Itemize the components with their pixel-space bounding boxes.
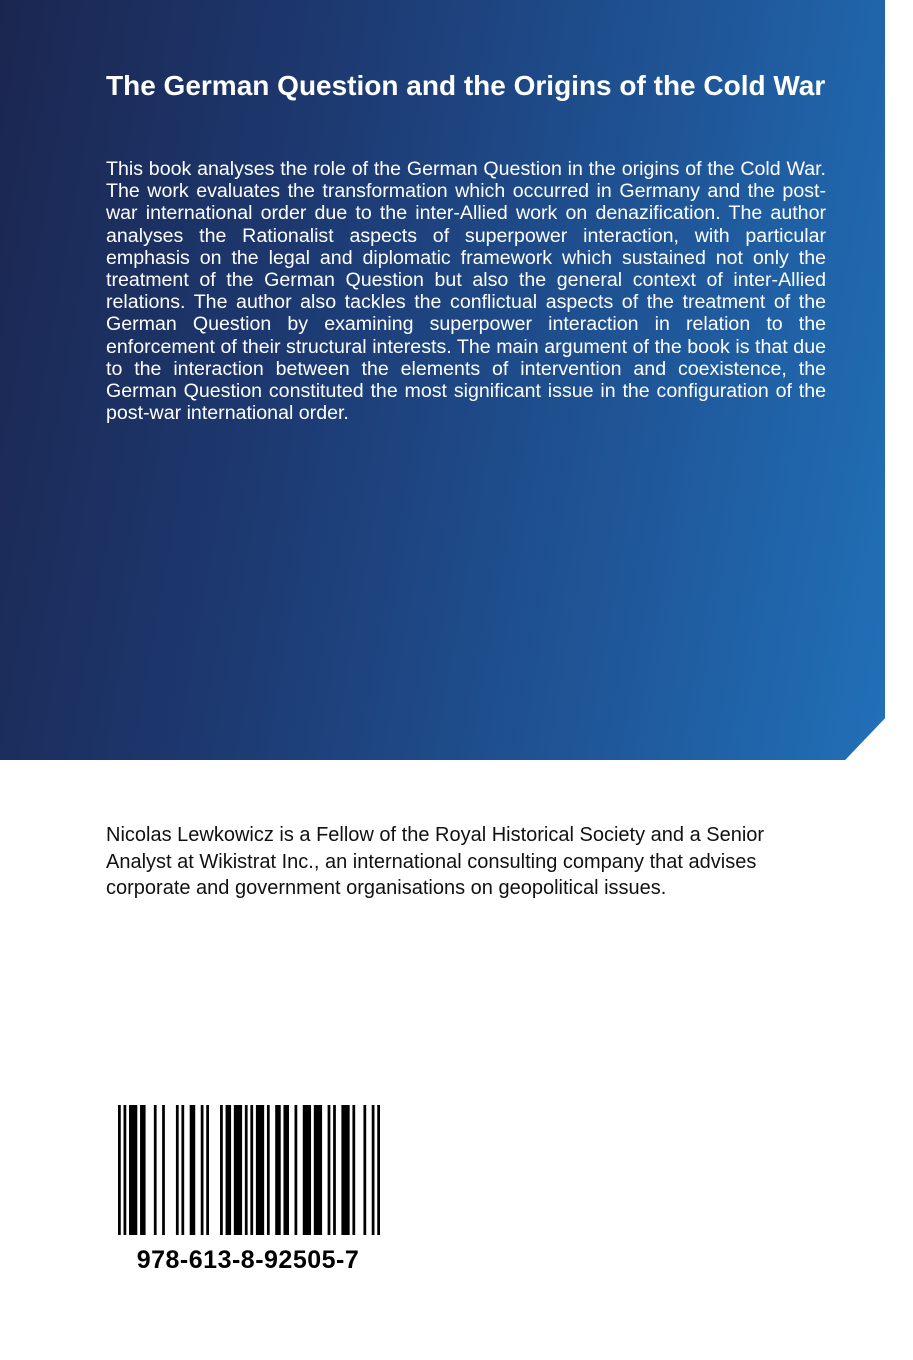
author-bio: Nicolas Lewkowicz is a Fellow of the Royal Historical Society and a Senior Analyst at Wikistrat Inc., an international consulting company that advises corporate and government organisations on geopolitical issues. bbox=[106, 824, 765, 899]
book-description: This book analyses the role of the German Question in the origins of the Cold War. The work evaluates the transformation which occurred in Germany and the post-war international order due to the inter-Allied work on denazification. The author analyses the Rationalist aspects of superpower interaction, with particular emphasis on the legal and diplomatic framework which sustained not only the treatment of the German Question but also the general context of inter-Allied relations. The author also tackles the conflictual aspects of the treatment of the German Question by examining superpower interaction in relation to the enforcement of their structural interests. The main argument of the book is that due to the interaction between the elements of intervention and coexistence, the German Question constituted the most significant issue in the configuration of the post-war international order. bbox=[106, 158, 826, 425]
barcode-bar bbox=[124, 1105, 127, 1235]
book-title: The German Question and the Origins of the Cold War bbox=[106, 70, 826, 101]
barcode-bars bbox=[118, 1105, 380, 1235]
barcode-bar bbox=[283, 1105, 289, 1235]
isbn-barcode bbox=[112, 1097, 384, 1281]
barcode-bar bbox=[256, 1105, 264, 1235]
isbn-number: 978-613-8-92505-7 bbox=[136, 1246, 360, 1274]
barcode-bar bbox=[328, 1105, 331, 1235]
barcode-bar bbox=[275, 1105, 281, 1235]
barcode-bar bbox=[303, 1105, 311, 1235]
barcode-bar bbox=[190, 1105, 196, 1235]
barcode-bar bbox=[352, 1105, 355, 1235]
barcode-bar bbox=[206, 1105, 209, 1235]
barcode-bar bbox=[314, 1105, 322, 1235]
barcode-bar bbox=[118, 1105, 121, 1235]
barcode-bar bbox=[162, 1105, 165, 1235]
barcode-bar bbox=[226, 1105, 232, 1235]
barcode-bar bbox=[363, 1105, 366, 1235]
barcode-bar bbox=[201, 1105, 204, 1235]
barcode-bar bbox=[181, 1105, 184, 1235]
barcode-bar bbox=[250, 1105, 253, 1235]
barcode-bar bbox=[176, 1105, 179, 1235]
barcode-bar bbox=[220, 1105, 223, 1235]
barcode-bar bbox=[129, 1105, 137, 1235]
barcode-bar bbox=[372, 1105, 375, 1235]
barcode-bar bbox=[333, 1105, 336, 1235]
barcode-bar bbox=[154, 1105, 157, 1235]
barcode-bar bbox=[140, 1105, 146, 1235]
barcode-bar bbox=[234, 1105, 242, 1235]
barcode-bar bbox=[341, 1105, 349, 1235]
barcode-bar bbox=[245, 1105, 248, 1235]
barcode-bar bbox=[377, 1105, 380, 1235]
barcode-bar bbox=[295, 1105, 298, 1235]
barcode-bar bbox=[267, 1105, 270, 1235]
